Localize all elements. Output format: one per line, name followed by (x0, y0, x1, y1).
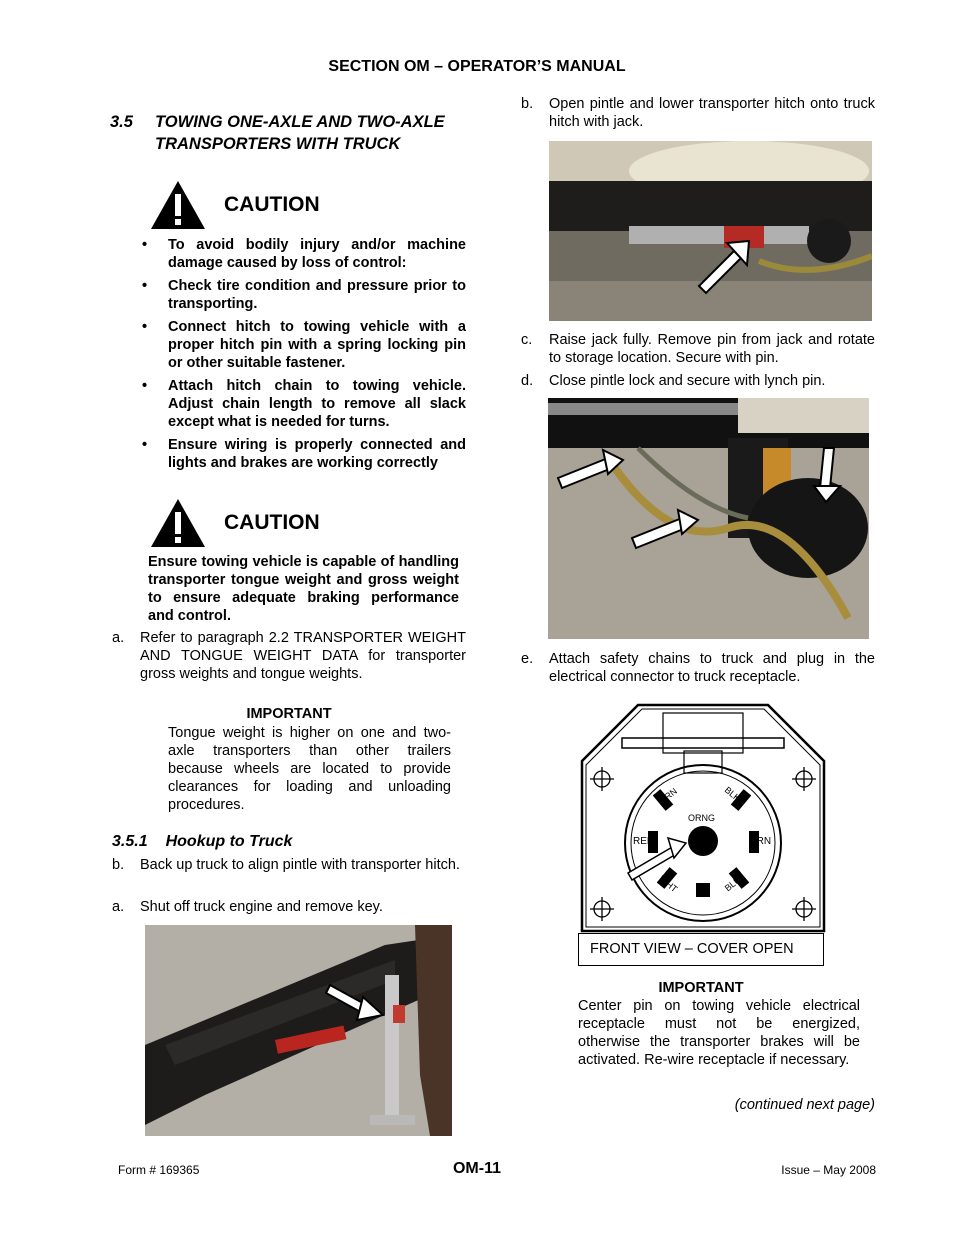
pin-label-red: RED (633, 836, 655, 847)
photo-pintle (548, 398, 869, 639)
pin-label-grn: GRN (657, 785, 679, 807)
section-number: 3.5 (110, 113, 133, 131)
caution-heading: CAUTION (224, 511, 320, 534)
photo-jack (145, 925, 452, 1136)
page-header: SECTION OM – OPERATOR’S MANUAL (328, 58, 626, 75)
section-title-text: TOWING ONE-AXLE AND TWO-AXLE TRANSPORTERS WITH TRUCK (155, 113, 445, 153)
warning-icon (150, 180, 206, 230)
step-item: a. Refer to paragraph 2.2 TRANSPORTER WEIGHT AND TONGUE WEIGHT DATA for transporter gross weights and tongue weights. (112, 630, 466, 682)
list-item: • To avoid bodily injury and/or machine damage caused by loss of control: (142, 237, 466, 271)
warning-icon (150, 498, 206, 548)
caution-text: Ensure towing vehicle is capable of handling transporter tongue weight and gross weight to ensure adequate braking performance and control. (148, 554, 459, 624)
pin-label-wht: WHT (657, 873, 680, 895)
list-item: • Connect hitch to towing vehicle with a proper hitch pin with a spring locking pin or other suitable fastener. (142, 319, 466, 371)
list-item: • Check tire condition and pressure prior to transporting. (142, 278, 466, 312)
photo-hitch (549, 141, 872, 321)
caution-block-1 (150, 180, 320, 230)
step-item: b. Open pintle and lower transporter hitch onto truck hitch with jack. (521, 96, 875, 130)
pin-label-blk: BLK (722, 784, 743, 804)
connector-caption: FRONT VIEW – COVER OPEN (578, 933, 824, 966)
step-item: c. Raise jack fully. Remove pin from jack and rotate to storage location. Secure with pin. (521, 332, 875, 366)
pin-label-orng: ORNG (688, 813, 715, 823)
important-heading: IMPORTANT (246, 706, 332, 722)
continued-note: (continued next page) (734, 1097, 875, 1113)
caution-bullet-list (140, 236, 466, 477)
footer-form-number: Form # 169365 (118, 1163, 200, 1177)
important-heading: IMPORTANT (658, 980, 744, 996)
caution-heading: CAUTION (224, 193, 320, 216)
pin-label-blu: BLU (722, 874, 743, 894)
list-item: • Attach hitch chain to towing vehicle. Adjust chain length to remove all slack except what is needed for turns. (142, 378, 466, 430)
step-item: d. Close pintle lock and secure with lynch pin. (521, 373, 826, 389)
connector-diagram (578, 703, 828, 935)
page-number: OM-11 (452, 1160, 501, 1177)
subsection-title: 3.5.1 Hookup to Truck (112, 833, 293, 850)
step-item: a. Shut off truck engine and remove key. (112, 899, 383, 915)
important-text: Center pin on towing vehicle electrical receptacle must not be energized, otherwise the transporter brakes will be activated. Re-wire receptacle if necessary. (578, 998, 860, 1068)
pin-label-brn: BRN (750, 836, 772, 847)
step-item: b. Back up truck to align pintle with transporter hitch. (112, 857, 460, 873)
caution-block-2 (150, 498, 320, 548)
step-item: e. Attach safety chains to truck and plug in the electrical connector to truck receptacle. (521, 651, 875, 685)
list-item: • Ensure wiring is properly connected and lights and brakes are working correctly (142, 437, 466, 471)
important-text: Tongue weight is higher on one and two-axle transporters than other trailers because wheels are located to provide clearances for loading and unloading procedures. (168, 725, 451, 813)
footer-issue-date: Issue – May 2008 (781, 1163, 876, 1177)
